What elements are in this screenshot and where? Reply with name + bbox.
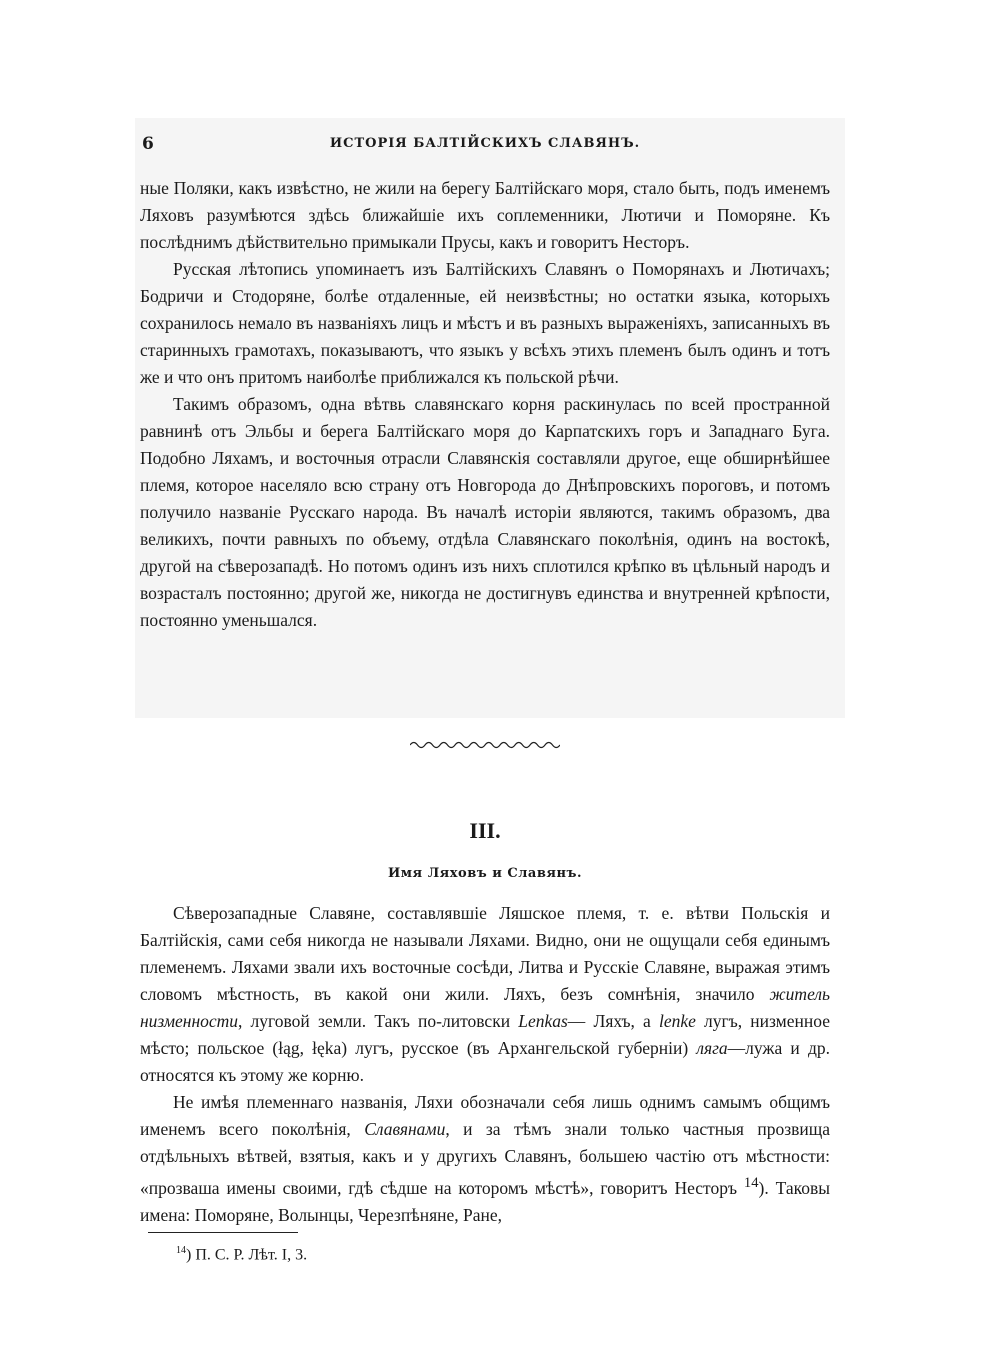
italic-term: Lenkas [518, 1011, 568, 1031]
paragraph [140, 900, 830, 1089]
footnote-number: 14 [176, 1245, 186, 1256]
section-title: Имя Ляховъ и Славянъ. [387, 866, 582, 881]
text-run: , и за тѣмъ знали только частныя прозвища отдѣльныхъ вѣтвей, взятыя, какъ и у другихъ Славянъ, большею частію отъ мѣстности: «прозваша имены своими, гдѣ сѣдше на которомъ мѣстѣ», говоритъ Несторъ [140, 1119, 830, 1198]
paragraph: Русская лѣтопись упоминаетъ изъ Балтійскихъ Славянъ о Поморянахъ и Лютичахъ; Бодричи и Стодоряне, болѣе отдаленные, ей неизвѣстны; но остатки языка, которыхъ сохранилось немало въ названіяхъ лицъ и мѣстъ и въ разныхъ выраженіяхъ, записанныхъ въ старинныхъ грамотахъ, показываютъ, что языкъ у всѣхъ этихъ племенъ былъ одинъ и тотъ же и что онъ притомъ наиболѣе приближался къ польской рѣчи. [140, 259, 830, 387]
text-run: —лужа и др. относятся къ этому же корню. [140, 1038, 830, 1085]
italic-term: Славянами [364, 1119, 446, 1139]
text-run: ). Таковы имена: Поморяне, Волынцы, Черезпѣняне, Ране, [140, 1177, 831, 1225]
paragraph: Такимъ образомъ, одна вѣтвь славянскаго корня раскинулась по всей пространной равнинѣ отъ Эльбы и берега Балтійскаго моря до Карпатскихъ горъ и Западнаго Буга. Подобно Ляхамъ, и восточныя отрасли Славянскія составляли другое, еще обширнѣйшее племя, которое населяло всю страну отъ Новгорода до Днѣпровскихъ пороговъ, и потомъ получило названіе Русскаго народа. Въ началѣ исторіи являются, такимъ образомъ, два великихъ, почти равныхъ по объему, отдѣла Славянскаго поколѣнія, одинъ на востокѣ, другой на сѣверозападѣ. Но потомъ одинъ изъ нихъ сплотился крѣпко въ цѣльный народъ и возрасталъ постоянно; другой же, никогда не достигнувъ единства и внутренней крѣпости, постоянно уменьшался. [140, 394, 830, 630]
italic-term: житель низменности [140, 984, 830, 1031]
wavy-divider [410, 738, 560, 752]
text-run: — Ляхъ, а [567, 1011, 659, 1031]
paragraph [140, 1089, 830, 1229]
page-header [140, 134, 830, 156]
text-run: Сѣверозападные Славяне, составлявшіе Ляшское племя, т. е. вѣтви Польскія и Балтійскія, сами себя никогда не называли Ляхами. Видно, они не ощущали себя единымъ племенемъ. Ляхами звали ихъ восточные сосѣди, Литва и Русскіе Славяне, выражая этимъ словомъ мѣстность, въ какой они жили. Ляхъ, безъ сомнѣнія, значило [140, 903, 830, 1004]
italic-term: ляга [696, 1038, 728, 1058]
text-run: лугъ, низменное мѣсто; польское (łąg, łęka) лугъ, русское (въ Архангельской губерніи) [140, 1011, 830, 1058]
text-run: , луговой земли. Такъ по-литовски [238, 1011, 519, 1031]
running-title: ИСТОРІЯ БАЛТІЙСКИХЪ СЛАВЯНЪ. [329, 136, 641, 151]
italic-term: lenke [658, 1011, 696, 1031]
page-number: 6 [142, 134, 154, 154]
text-block-top [140, 175, 830, 634]
text-block-bottom [140, 900, 830, 1229]
text-run: Не имѣя племеннаго названія, Ляхи обозначали себя лишь однимъ самымъ общимъ именемъ всего поколѣнія, [140, 1092, 830, 1139]
footnote-rule [148, 1232, 298, 1233]
footnote [176, 1245, 307, 1264]
footnote-ref: 14 [743, 1175, 759, 1191]
section-number: III. [469, 818, 501, 843]
footnote-text: ) П. С. Р. Лѣт. I, 3. [186, 1246, 308, 1264]
paragraph: ные Поляки, какъ извѣстно, не жили на берегу Балтійскаго моря, стало быть, подъ именемъ Ляховъ разумѣются здѣсь ближайшіе ихъ соплеменники, Лютичи и Поморяне. Къ послѣднимъ дѣйствительно примыкали Прусы, какъ и говоритъ Несторъ. [140, 178, 830, 252]
